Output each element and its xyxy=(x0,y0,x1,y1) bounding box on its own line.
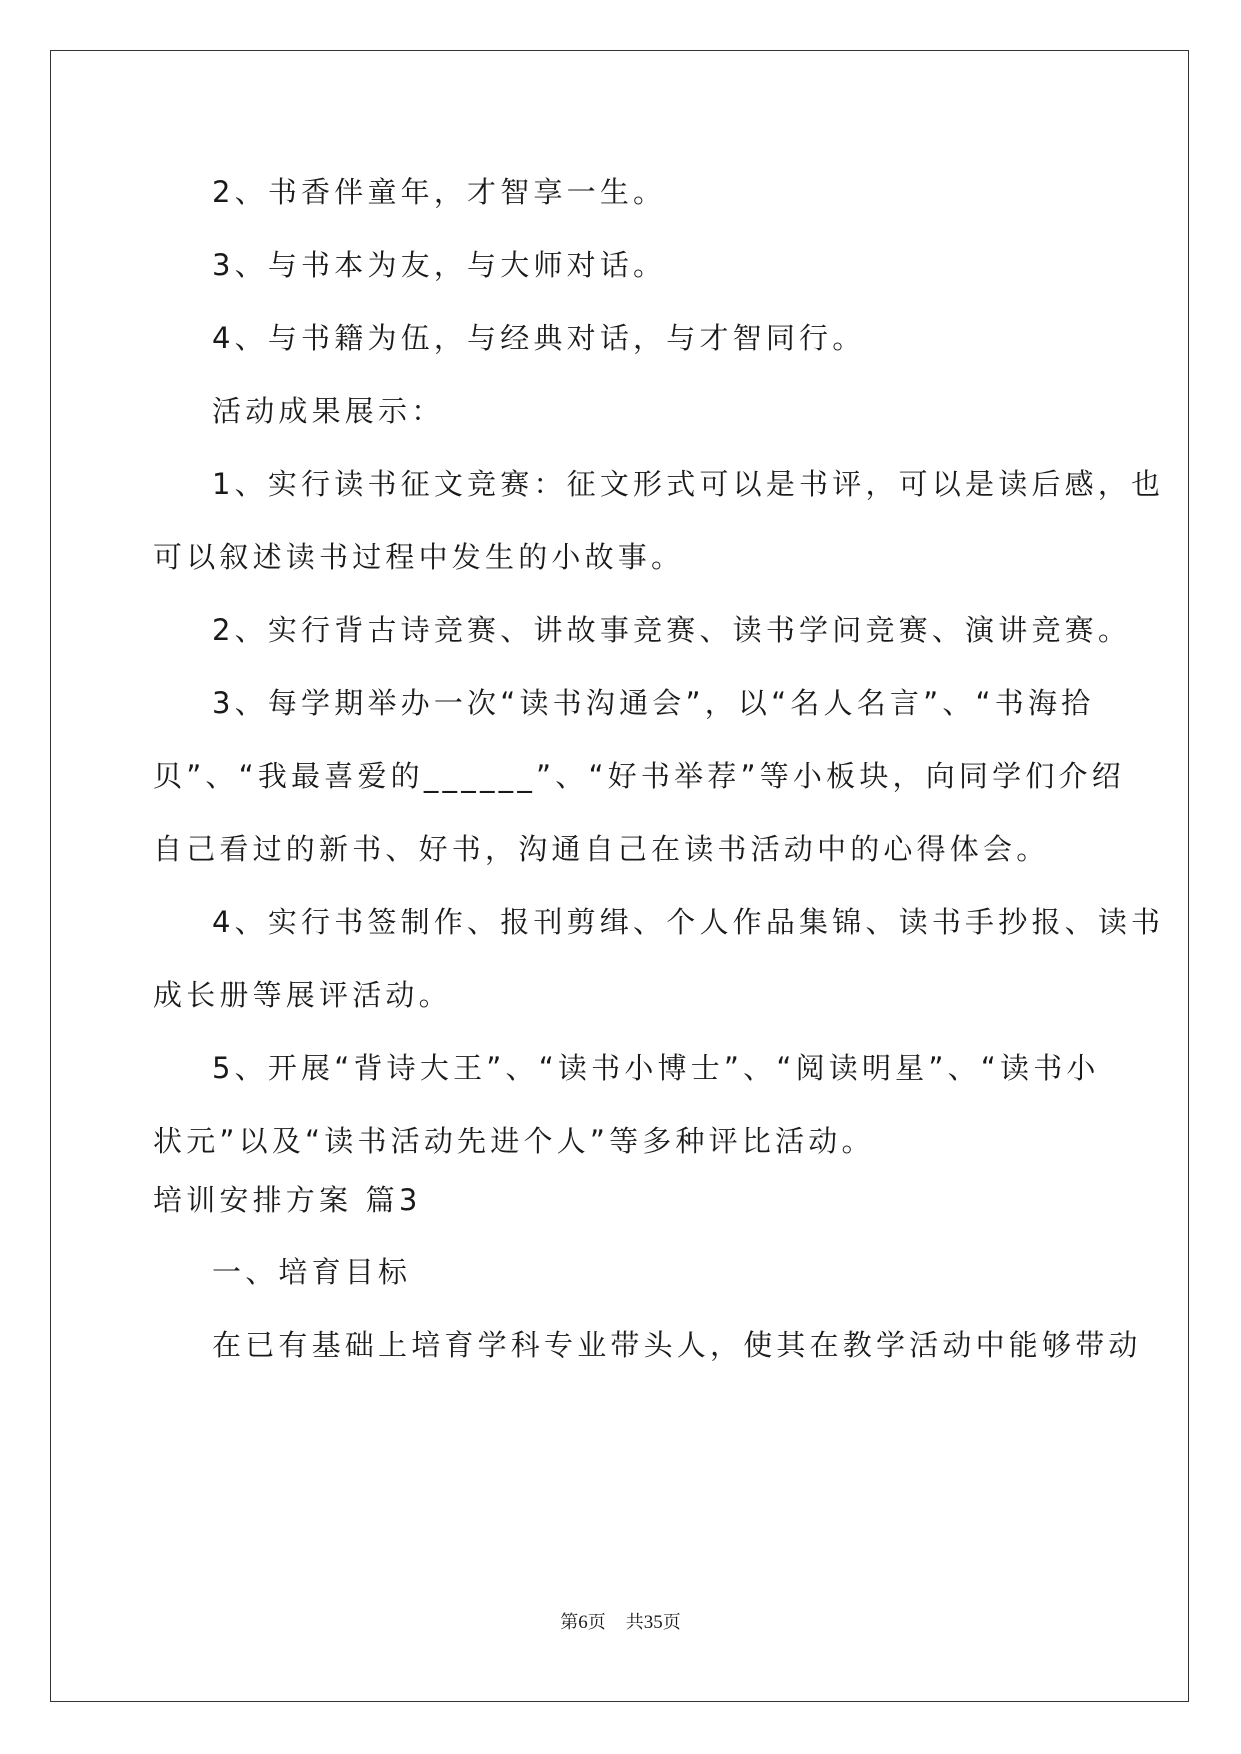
paragraph-line: 1、实行读书征文竞赛：征文形式可以是书评，可以是读后感，也 xyxy=(212,467,1165,501)
footer-total-pages: 35 xyxy=(643,1612,663,1633)
paragraph-line: 成长册等展评活动。 xyxy=(153,978,452,1012)
paragraph-line: 5、开展“背诗大王”、“读书小博士”、“阅读明星”、“读书小 xyxy=(212,1051,1100,1085)
paragraph-line: 2、实行背古诗竞赛、讲故事竞赛、读书学问竞赛、演讲竞赛。 xyxy=(212,613,1132,647)
page-border xyxy=(50,50,1189,1702)
footer-total-prefix: 共 xyxy=(625,1612,644,1633)
footer-page-number: 6 xyxy=(578,1612,588,1633)
footer-page-suffix: 页 xyxy=(587,1612,606,1633)
paragraph-line: 2、书香伴童年，才智享一生。 xyxy=(212,175,667,209)
subsection-heading: 一、培育目标 xyxy=(212,1255,412,1289)
section-heading: 活动成果展示： xyxy=(212,394,445,428)
paragraph-line: 自己看过的新书、好书，沟通自己在读书活动中的心得体会。 xyxy=(153,832,1050,866)
footer-total-suffix: 页 xyxy=(662,1612,681,1633)
paragraph-line: 3、每学期举办一次“读书沟通会”，以“名人名言”、“书海拾 xyxy=(212,686,1095,720)
document-section-title: 培训安排方案 篇3 xyxy=(153,1183,422,1217)
page-footer xyxy=(0,1608,1241,1634)
paragraph-line: 状元”以及“读书活动先进个人”等多种评比活动。 xyxy=(153,1124,875,1158)
paragraph-line: 贝”、“我最喜爱的______”、“好书举荐”等小板块，向同学们介绍 xyxy=(153,759,1125,793)
paragraph-line: 4、实行书签制作、报刊剪缉、个人作品集锦、读书手抄报、读书 xyxy=(212,905,1165,939)
footer-prefix: 第 xyxy=(560,1612,579,1633)
paragraph-line: 可以叙述读书过程中发生的小故事。 xyxy=(153,540,685,574)
paragraph-line: 3、与书本为友，与大师对话。 xyxy=(212,248,667,282)
paragraph-line: 4、与书籍为伍，与经典对话，与才智同行。 xyxy=(212,321,866,355)
paragraph-line: 在已有基础上培育学科专业带头人，使其在教学活动中能够带动 xyxy=(212,1328,1142,1362)
